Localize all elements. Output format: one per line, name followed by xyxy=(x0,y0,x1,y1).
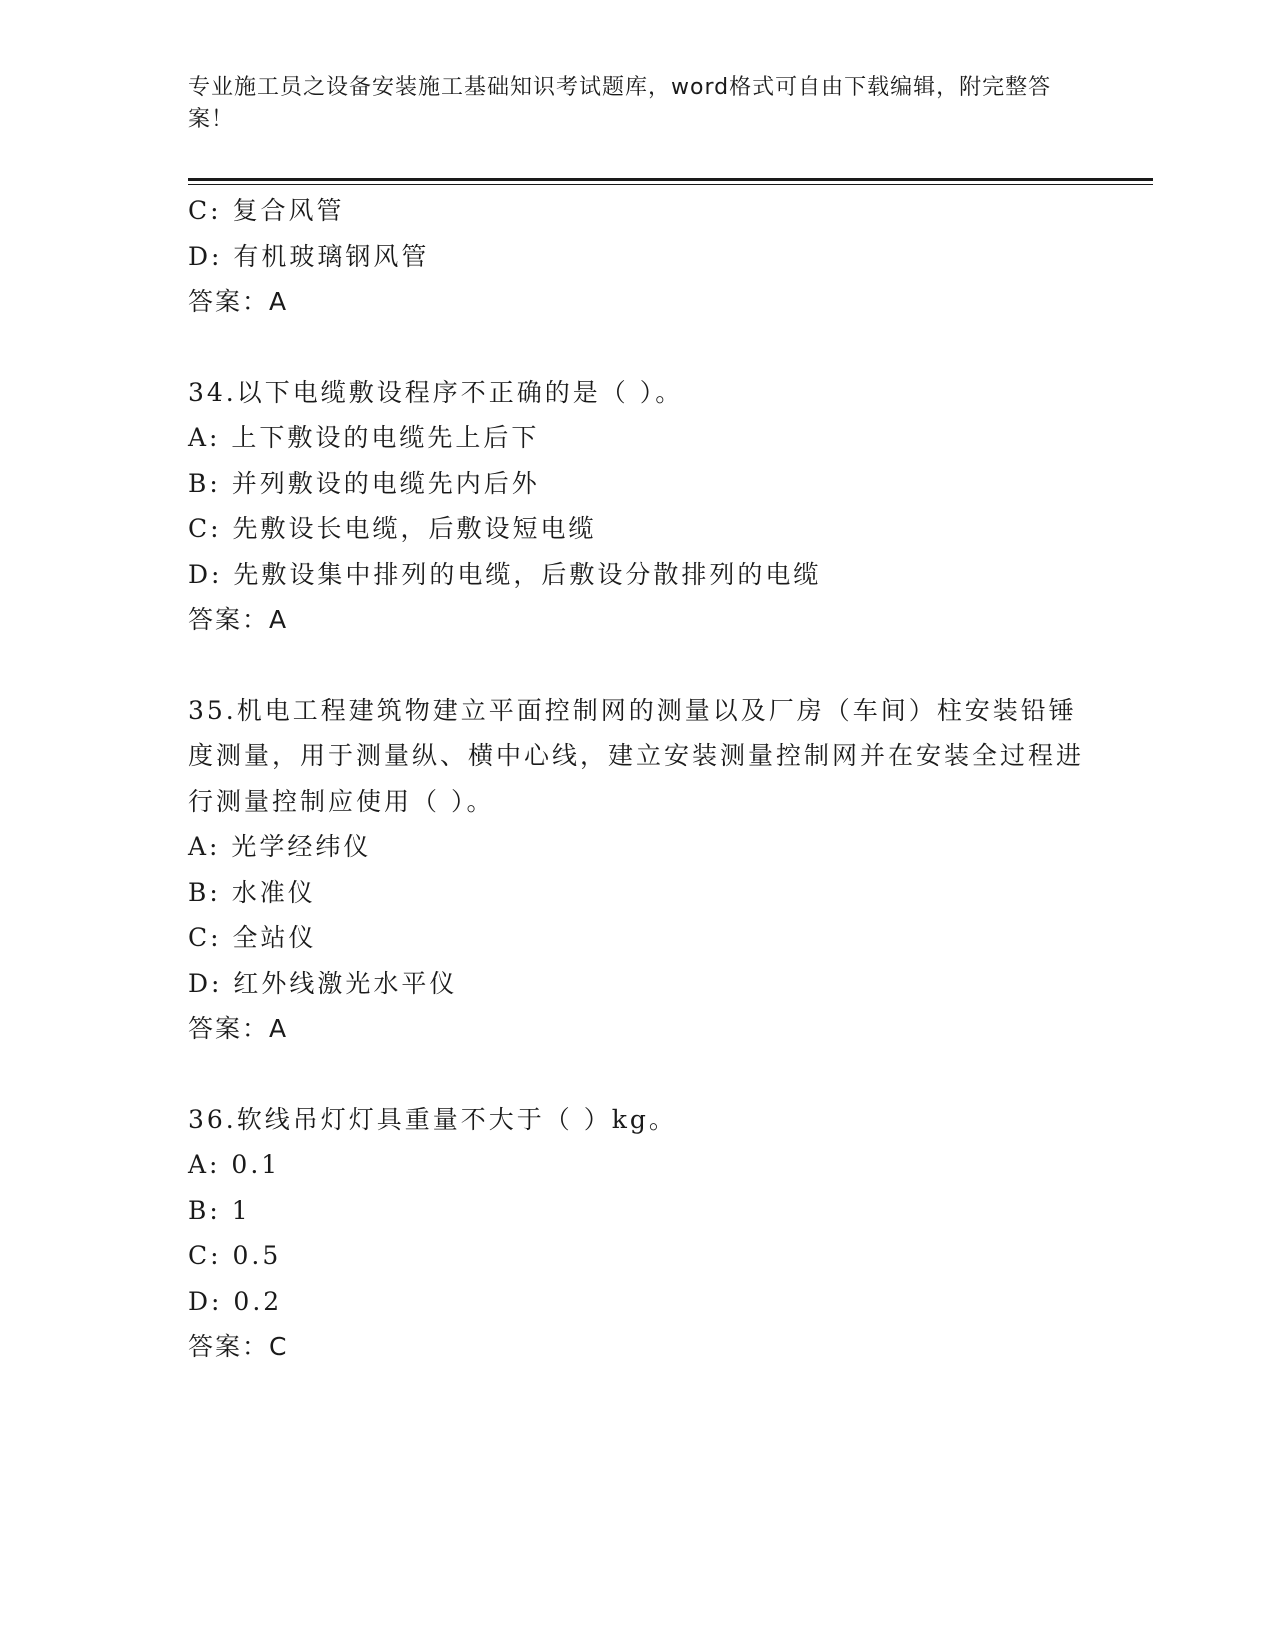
option-d: D: 红外线激光水平仪 xyxy=(188,968,458,998)
option-c: C: 先敷设长电缆，后敷设短电缆 xyxy=(188,514,597,543)
option-d: D: 有机玻璃钢风管 xyxy=(188,241,430,271)
question-stem: 36.软线吊灯灯具重量不大于（ ）kg。 xyxy=(188,1104,677,1134)
question-list xyxy=(188,188,1088,1415)
question-block-prev xyxy=(188,188,1088,325)
header-divider-thick xyxy=(188,178,1153,181)
question-block-35 xyxy=(188,688,1088,1052)
option-d: D: 0.2 xyxy=(188,1286,283,1316)
question-block-36 xyxy=(188,1097,1088,1370)
option-b: B: 水准仪 xyxy=(188,877,316,907)
option-c: C: 复合风管 xyxy=(188,196,345,225)
header-divider-thin xyxy=(188,184,1153,185)
option-a: A: 上下敷设的电缆先上后下 xyxy=(188,423,540,452)
document-header xyxy=(188,72,1068,136)
question-stem: 35.机电工程建筑物建立平面控制网的测量以及厂房（车间）柱安装铅锤度测量，用于测量纵、横中心线，建立安装测量控制网并在安装全过程进行测量控制应使用（ ）。 xyxy=(188,695,1085,816)
option-c: C: 全站仪 xyxy=(188,923,317,952)
answer-line: 答案：A xyxy=(188,605,289,634)
option-b: B: 并列敷设的电缆先内后外 xyxy=(188,468,540,498)
option-a: A: 0.1 xyxy=(188,1150,281,1179)
option-b: B: 1 xyxy=(188,1195,251,1225)
answer-line: 答案：A xyxy=(188,287,289,316)
question-stem: 34.以下电缆敷设程序不正确的是（ ）。 xyxy=(188,377,684,407)
option-d: D: 先敷设集中排列的电缆，后敷设分散排列的电缆 xyxy=(188,559,822,589)
header-title: 专业施工员之设备安装施工基础知识考试题库，word格式可自由下载编辑，附完整答案！ xyxy=(188,75,1052,132)
answer-line: 答案：A xyxy=(188,1014,289,1043)
option-c: C: 0.5 xyxy=(188,1241,282,1270)
question-block-34 xyxy=(188,370,1088,643)
option-a: A: 光学经纬仪 xyxy=(188,832,372,861)
answer-line: 答案：C xyxy=(188,1332,289,1361)
